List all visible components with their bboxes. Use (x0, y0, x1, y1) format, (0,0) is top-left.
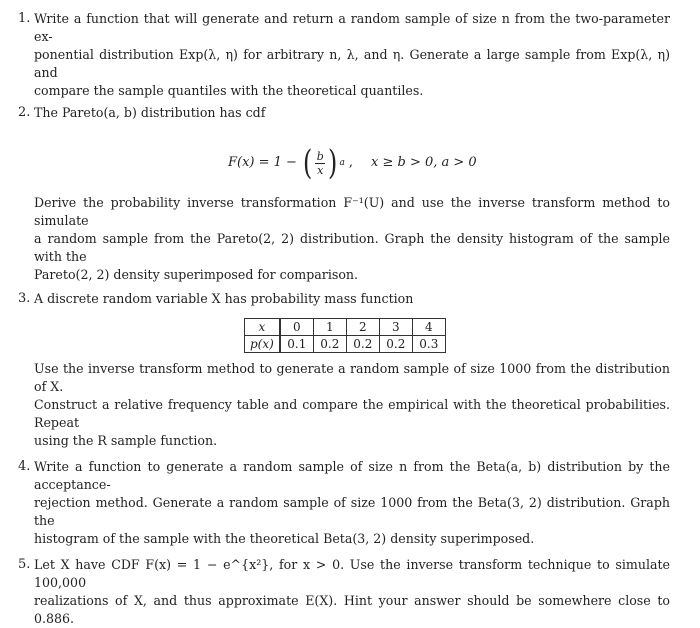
pareto-cdf-formula (228, 143, 477, 183)
fraction-numerator: b (316, 149, 324, 163)
problem-text (34, 10, 670, 100)
text-line: ponential distribution Exp(λ, η) for arbitrary n, λ, and η. Generate a large sample from Exp(λ, η) and (34, 47, 670, 80)
text-line: rejection method. Generate a random sample of size 1000 from the Beta(3, 2) distribution. Graph the (34, 495, 670, 528)
row-label-x: x (245, 319, 280, 336)
table-cell: 2 (346, 319, 379, 336)
problem-2-body (18, 194, 670, 284)
fraction (315, 150, 325, 177)
problem-4 (18, 458, 670, 548)
problem-number: 4. (18, 459, 31, 474)
text-line: Pareto(2, 2) density superimposed for comparison. (34, 267, 359, 282)
table-cell: 4 (412, 319, 445, 336)
text-line: Derive the probability inverse transformation F⁻¹(U) and use the inverse transform method to simulate (34, 195, 670, 228)
table-cell: 1 (313, 319, 346, 336)
text-line: Let X have CDF F(x) = 1 − e^{x²}, for x > 0. Use the inverse transform technique to simulate 100,000 (34, 557, 670, 590)
text-line: realizations of X, and thus approximate E(X). Hint your answer should be somewhere close to 0.886. (34, 593, 670, 626)
problem-number: 3. (18, 291, 31, 306)
formula-condition: x ≥ b > 0, a > 0 (371, 155, 477, 170)
problem-2 (18, 104, 670, 122)
text-line: histogram of the sample with the theoretical Beta(3, 2) density superimposed. (34, 531, 535, 546)
fraction-denominator: x (317, 163, 324, 177)
pmf-table (244, 318, 446, 353)
problem-1 (18, 10, 670, 100)
table-row (245, 336, 446, 353)
text-line: using the R sample function. (34, 433, 218, 448)
table-cell: 3 (379, 319, 412, 336)
left-paren: ( (302, 143, 313, 183)
text-line: Use the inverse transform method to generate a random sample of size 1000 from the distribution of X. (34, 361, 670, 394)
table-cell: 0.2 (313, 336, 346, 353)
problem-3 (18, 290, 670, 308)
formula-comma: , (348, 155, 353, 170)
problem-intro: A discrete random variable X has probability mass function (34, 291, 414, 306)
problem-text (34, 556, 670, 628)
text-line: a random sample from the Pareto(2, 2) distribution. Graph the density histogram of the sample with the (34, 231, 670, 264)
text-line: Write a function to generate a random sample of size n from the Beta(a, b) distribution by the acceptance- (34, 459, 670, 492)
problem-intro: The Pareto(a, b) distribution has cdf (34, 105, 266, 120)
problem-text (34, 360, 670, 450)
table-cell: 0.2 (379, 336, 412, 353)
problem-3-body (18, 360, 670, 450)
formula-lhs: F(x) = 1 − (228, 155, 297, 170)
problem-text (34, 194, 670, 284)
table-cell: 0.1 (280, 336, 314, 353)
text-line: compare the sample quantiles with the theoretical quantiles. (34, 83, 424, 98)
problem-number: 2. (18, 105, 31, 120)
problem-5 (18, 556, 670, 628)
problem-number: 1. (18, 11, 31, 26)
table-cell: 0.2 (346, 336, 379, 353)
text-line: Construct a relative frequency table and compare the empirical with the theoretical probabilities. Repeat (34, 397, 670, 430)
text-line: Write a function that will generate and return a random sample of size n from the two-parameter ex- (34, 11, 670, 44)
right-paren: ) (328, 143, 338, 183)
table-cell: 0 (280, 319, 314, 336)
problem-text (34, 458, 670, 548)
problem-number: 5. (18, 557, 31, 572)
table-row (245, 319, 446, 336)
row-label-p: p(x) (245, 336, 280, 353)
table-cell: 0.3 (412, 336, 445, 353)
formula-exponent: a (339, 158, 345, 168)
